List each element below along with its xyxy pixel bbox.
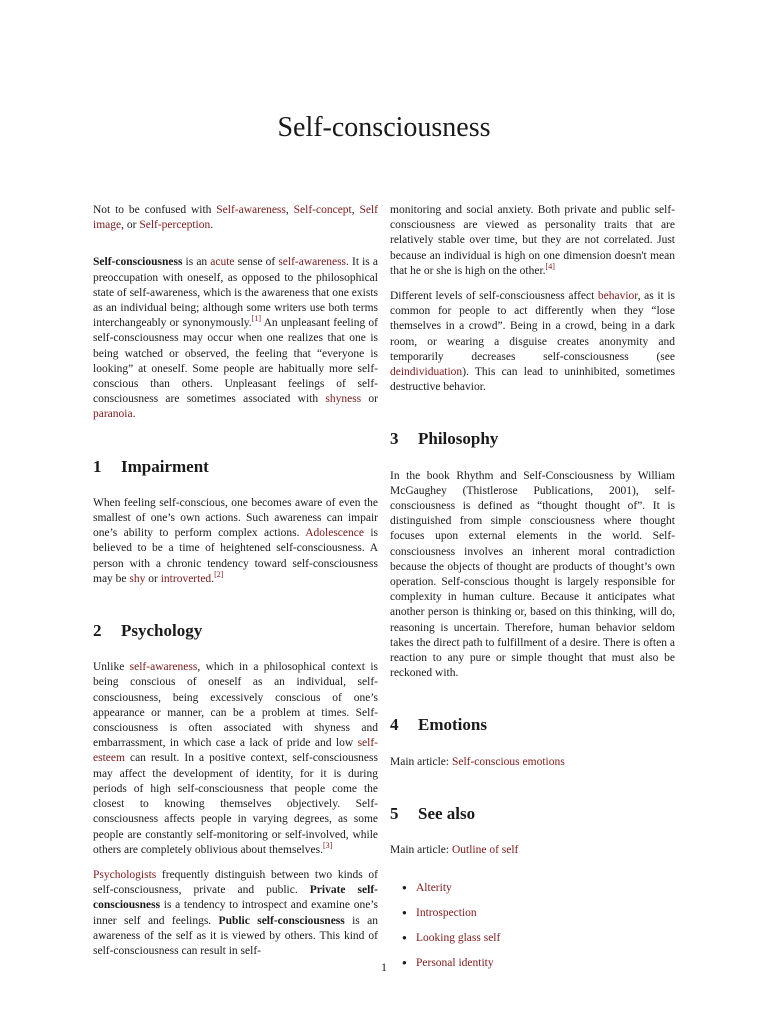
page-number: 1	[381, 960, 387, 974]
link-adolescence[interactable]: Adolescence	[305, 527, 364, 540]
page-title: Self-consciousness	[277, 112, 491, 143]
see-also-main-article: Main article: Outline of self	[390, 844, 519, 857]
ref-4[interactable]: [4]	[545, 261, 555, 271]
link-personal-identity[interactable]: Personal identity	[416, 956, 494, 969]
link-self-esteem[interactable]: self-esteem	[93, 737, 378, 765]
link-acute[interactable]: acute	[210, 256, 235, 269]
bullet-icon: ●	[402, 957, 407, 967]
link-alterity[interactable]: Alterity	[416, 882, 452, 895]
bullet-icon: ●	[402, 932, 407, 942]
psychology-paragraph-4: Different levels of self-consciousness affect behavior, as it is common for people to act differently when they “lose themselves in a crowd”. Being in a crowd, being in a dark room, or wearing a disguise creates anonymity and temporarily decreases self-consciousness (see deindividuation). This can lead to uninhibited, sometimes destructive behavior.	[390, 290, 676, 394]
link-psychologists[interactable]: Psychologists	[93, 868, 157, 881]
hatnote: Not to be confused with Self-awareness, Self-concept, Self image, or Self-perception.	[93, 204, 379, 232]
bullet-icon: ●	[402, 883, 407, 893]
heading-psychology: 2 Psychology	[93, 621, 203, 641]
heading-see-also: 5 See also	[390, 803, 476, 823]
link-deindividuation[interactable]: deindividuation	[390, 366, 463, 379]
link-self-awareness-psych[interactable]: self-awareness	[129, 661, 198, 674]
link-self-awareness-intro[interactable]: self-awareness	[278, 256, 347, 269]
right-column	[390, 203, 675, 979]
heading-philosophy: 3 Philosophy	[390, 429, 499, 449]
philosophy-paragraph: In the book Rhythm and Self-Consciousness by William McGaughey (Thistlerose Publications, 2001), self-consciousness is defined as “thought thought of”. It is distinguished from simple consciousness where thought focuses upon external elements in the world. Self-consciousness involves an inherent moral contradiction because the objects of thought are products of thought’s own operation. Self-conscious thought is largely responsible for complexity in human culture. Because it anticipates what another person is thinking or, based on this thinking, will do, reasoning is uncertain. Therefore, human behavior seldom takes the direct path to fulfillment of a desire. There is often a reaction to any pure or simple thought that must also be reckoned with.	[390, 469, 675, 680]
see-also-list	[390, 880, 675, 971]
link-introspection[interactable]: Introspection	[416, 907, 477, 920]
link-shyness[interactable]: shyness	[325, 393, 362, 406]
psychology-paragraph-1: Unlike self-awareness, which in a philosophical context is being conscious of oneself as an individual, self-consciousness, being excessively conscious of one’s appearance or manner, can be a problem at times. Self-consciousness is often associated with shyness and embarrassment, in which case a lack of pride and low self-esteem can result. In a positive context, self-consciousness may affect the development of identity, for it is during periods of high self-consciousness that people come the closest to knowing themselves objectively. Self-consciousness affects people in varying degrees, as some people are constantly self-monitoring or self-involved, while others are completely oblivious about themselves.[3]	[93, 661, 378, 856]
link-self-image[interactable]: Self image	[93, 204, 379, 232]
link-looking-glass-self[interactable]: Looking glass self	[416, 931, 501, 944]
impairment-paragraph: When feeling self-conscious, one becomes aware of even the smallest of one’s own actions. Such awareness can impair one’s ability to perform complex actions. Adolescence is believed to be a time of heightened self-consciousness. A person with a chronic tendency toward self-consciousness may be shy or introverted.[2]	[93, 496, 378, 585]
ref-2[interactable]: [2]	[214, 570, 224, 580]
list-item	[402, 880, 675, 896]
intro-bold-term: Self-consciousness	[93, 256, 183, 269]
link-self-conscious-emotions[interactable]: Self-conscious emotions	[451, 755, 565, 768]
heading-emotions: 4 Emotions	[390, 715, 487, 735]
bullet-icon: ●	[402, 908, 407, 918]
ref-3[interactable]: [3]	[322, 840, 333, 850]
link-self-concept[interactable]: Self-concept	[293, 204, 352, 216]
list-item	[402, 930, 675, 946]
psychology-paragraph-2: Psychologists frequently distinguish between two kinds of self-consciousness, private and public. Private self-consciousness is a tendency to introspect and examine one’s inner self and feelings. Public self-consciousness is an awareness of the self as it is viewed by others. This kind of self-consciousness can result in self-	[93, 868, 378, 957]
heading-impairment: 1 Impairment	[93, 456, 209, 476]
link-self-perception[interactable]: Self-perception	[139, 219, 211, 232]
link-self-awareness[interactable]: Self-awareness	[216, 204, 286, 216]
list-item	[402, 905, 675, 921]
link-introverted[interactable]: introverted	[160, 572, 212, 585]
link-shy[interactable]: shy	[129, 572, 146, 585]
intro-paragraph: Self-consciousness is an acute sense of self-awareness. It is a preoccupation with oneself, as opposed to the philosophical state of self-awareness, which is the awareness that one exists as an individual being; although some writers use both terms interchangeably or synonymously.[1] An unpleasant feeling of self-consciousness may occur when one realizes that one is being watched or observed, the feeling that “everyone is looking” at oneself. Some people are habitually more self-conscious than others. Unpleasant feelings of self-consciousness are sometimes associated with shyness or paranoia.	[93, 256, 378, 421]
left-column	[93, 203, 378, 969]
link-outline-of-self[interactable]: Outline of self	[451, 844, 519, 857]
link-behavior[interactable]: behavior	[597, 290, 638, 303]
ref-1[interactable]: [1]	[251, 314, 262, 324]
psychology-paragraph-3: monitoring and social anxiety. Both private and public self-consciousness are viewed as personality traits that are relatively stable over time, but they are not correlated. Just because an individual is high on one dimension doesn't mean that he or she is high on the other.[4]	[390, 204, 675, 277]
link-paranoia[interactable]: paranoia	[93, 408, 133, 421]
emotions-main-article: Main article: Self-conscious emotions	[390, 755, 565, 768]
